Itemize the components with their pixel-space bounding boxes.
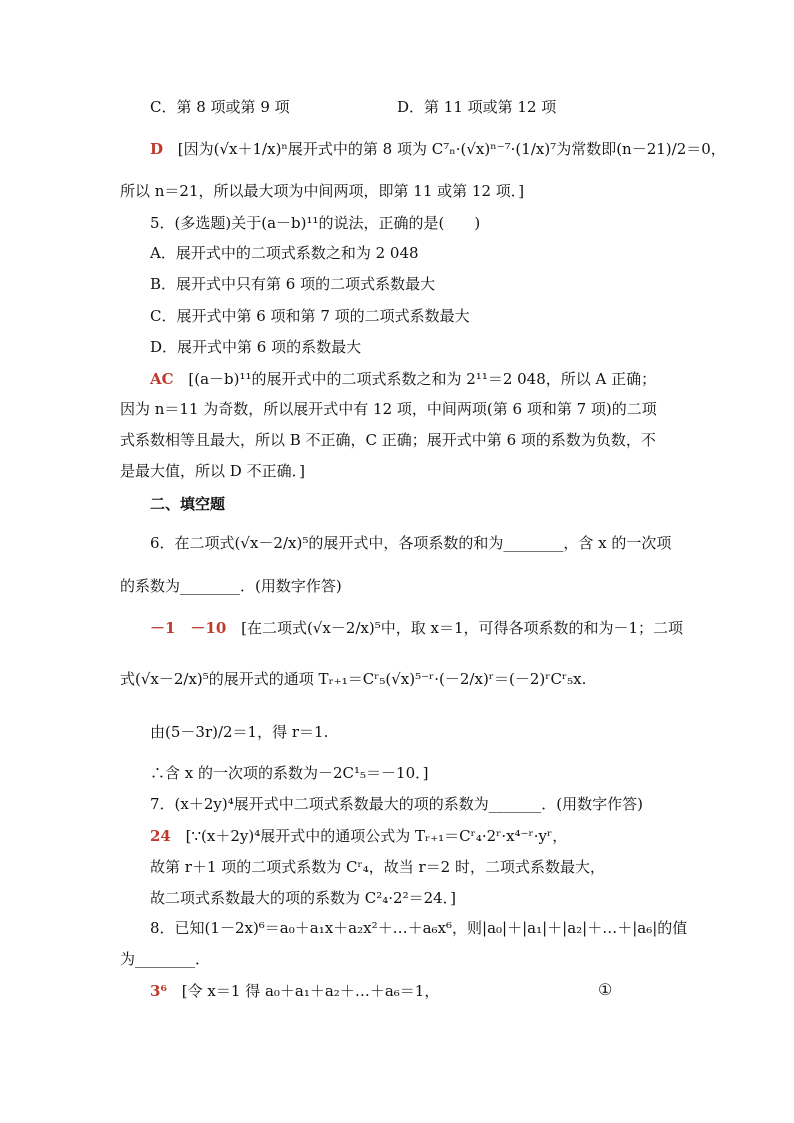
explanation-line	[120, 668, 586, 690]
option-c	[150, 305, 470, 327]
section-heading-text: 二、填空题	[150, 495, 226, 513]
explanation-line	[150, 856, 605, 878]
explanation-text: [(a－b)¹¹的展开式中的二项式系数之和为 2¹¹＝2 048，所以 A 正确；	[188, 370, 657, 388]
question-text: 8．已知(1－2x)⁶＝a₀＋a₁x＋a₂x²＋…＋a₆x⁶，则|a₀|＋|a₁|＋|a₂|＋…＋|a₆|的值	[150, 919, 688, 937]
option-a	[150, 242, 419, 264]
explanation-text: [令 x＝1 得 a₀＋a₁＋a₂＋…＋a₆＝1，	[181, 982, 440, 1000]
question-text: 6．在二项式(√x－2/x)⁵的展开式中，各项系数的和为________，含 x 的一次项	[150, 534, 672, 552]
explanation-line	[120, 180, 524, 202]
answer-line-q7	[150, 825, 567, 847]
option-text: C．展开式中第 6 项和第 7 项的二项式系数最大	[150, 307, 470, 325]
option-d	[397, 96, 556, 118]
explanation-line	[150, 887, 456, 909]
option-text: B．展开式中只有第 6 项的二项式系数最大	[150, 275, 436, 293]
question-text: 5．(多选题)关于(a－b)¹¹的说法，正确的是( )	[150, 214, 481, 232]
question-text: 为________．	[120, 950, 211, 968]
option-d-text: D．第 11 项或第 12 项	[397, 98, 557, 116]
answer-label: －1 －10	[150, 619, 227, 637]
answer-line-q8	[150, 980, 439, 1002]
question-6	[150, 532, 671, 554]
explanation-text: 因为 n＝11 为奇数，所以展开式中有 12 项，中间两项(第 6 项和第 7 项)的二项	[120, 400, 657, 418]
explanation-text: [因为(√x＋1/x)ⁿ展开式中的第 8 项为 C⁷ₙ·(√x)ⁿ⁻⁷·(1/x)⁷为常数即(n－21)/2＝0，	[177, 140, 726, 158]
explanation-line	[120, 429, 656, 451]
option-b	[150, 273, 435, 295]
explanation-text: 式系数相等且最大，所以 B 不正确，C 正确；展开式中第 6 项的系数为负数，不	[120, 431, 656, 449]
question-5	[150, 212, 480, 234]
explanation-line	[150, 762, 428, 784]
option-c-text: C．第 8 项或第 9 项	[150, 98, 290, 116]
answer-line-q4	[150, 138, 726, 160]
explanation-text: ∴含 x 的一次项的系数为－2C¹₅＝－10．]	[150, 764, 429, 782]
answer-line-q6	[150, 617, 683, 639]
option-c	[150, 96, 290, 118]
explanation-text: 所以 n＝21，所以最大项为中间两项，即第 11 或第 12 项．]	[120, 182, 525, 200]
explanation-text: [在二项式(√x－2/x)⁵中，取 x＝1，可得各项系数的和为－1；二项	[241, 619, 684, 637]
explanation-text: [∵(x＋2y)⁴展开式中的通项公式为 Tᵣ₊₁＝Cʳ₄·2ʳ·x⁴⁻ʳ·yʳ，	[185, 827, 568, 845]
explanation-text: 由(5－3r)/2＝1，得 r＝1.	[150, 723, 329, 741]
answer-label: AC	[150, 370, 174, 388]
question-text: 7．(x＋2y)⁴展开式中二项式系数最大的项的系数为_______．(用数字作答)	[150, 795, 643, 813]
explanation-text: 是最大值，所以 D 不正确．]	[120, 462, 305, 480]
answer-label: D	[150, 140, 164, 158]
explanation-line	[150, 721, 328, 743]
question-6-cont	[120, 575, 342, 597]
explanation-text: 故第 r＋1 项的二项式系数为 Cʳ₄，故当 r＝2 时，二项式系数最大，	[150, 858, 605, 876]
answer-label: 24	[150, 827, 171, 845]
option-text: D．展开式中第 6 项的系数最大	[150, 338, 362, 356]
answer-line-q5	[150, 368, 656, 390]
question-8-cont	[120, 948, 210, 970]
option-d	[150, 336, 361, 358]
answer-label: 3⁶	[150, 982, 168, 1000]
section-heading	[150, 493, 225, 515]
question-8	[150, 917, 687, 939]
equation-tag: ①	[598, 980, 613, 999]
explanation-text: 故二项式系数最大的项的系数为 C²₄·2²＝24．]	[150, 889, 457, 907]
explanation-line	[120, 398, 657, 420]
explanation-text: 式(√x－2/x)⁵的展开式的通项 Tᵣ₊₁＝Cʳ₅(√x)⁵⁻ʳ·(－2/x)ʳ＝(－2)ʳCʳ₅x.	[120, 670, 587, 688]
question-7	[150, 793, 643, 815]
question-text: 的系数为________．(用数字作答)	[120, 577, 342, 595]
explanation-line	[120, 460, 305, 482]
option-text: A．展开式中的二项式系数之和为 2 048	[150, 244, 419, 262]
